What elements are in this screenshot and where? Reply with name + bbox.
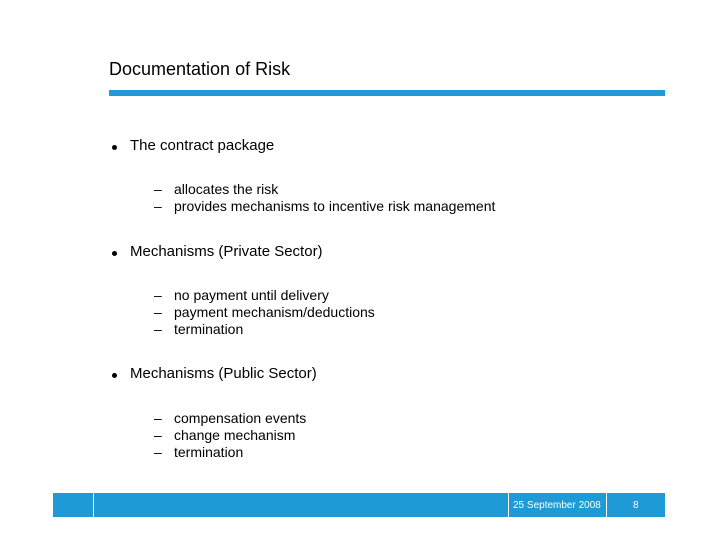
bullet-icon [112,373,117,378]
bullet-item: The contract package [130,137,275,154]
bullet-item: Mechanisms (Private Sector) [130,243,323,260]
footer-date: 25 September 2008 [513,500,601,511]
sub-item [154,304,375,321]
sub-item-text: allocates the risk [174,181,279,197]
dash-icon: – [154,287,162,303]
sub-item-text: provides mechanisms to incentive risk management [174,198,496,214]
dash-icon: – [154,427,162,443]
dash-icon: – [154,321,162,337]
dash-icon: – [154,181,162,197]
footer-divider [508,493,509,517]
sub-item-text: payment mechanism/deductions [174,304,375,320]
dash-icon: – [154,444,162,460]
footer-divider [606,493,607,517]
bullet-item: Mechanisms (Public Sector) [130,365,317,382]
dash-icon: – [154,198,162,214]
sub-item-text: compensation events [174,410,307,426]
dash-icon: – [154,304,162,320]
sub-item [154,444,243,461]
sub-item [154,427,295,444]
sub-item-text: termination [174,444,244,460]
bullet-icon [112,251,117,256]
page-number: 8 [633,500,639,511]
sub-item [154,410,306,427]
sub-item [154,181,278,198]
sub-item-text: change mechanism [174,427,296,443]
footer-divider [93,493,94,517]
sub-item [154,198,495,215]
dash-icon: – [154,410,162,426]
sub-item-text: termination [174,321,244,337]
slide-title: Documentation of Risk [109,59,291,79]
sub-item-text: no payment until delivery [174,287,329,303]
sub-item [154,321,243,338]
bullet-icon [112,145,117,150]
title-underline [109,90,665,96]
sub-item [154,287,329,304]
